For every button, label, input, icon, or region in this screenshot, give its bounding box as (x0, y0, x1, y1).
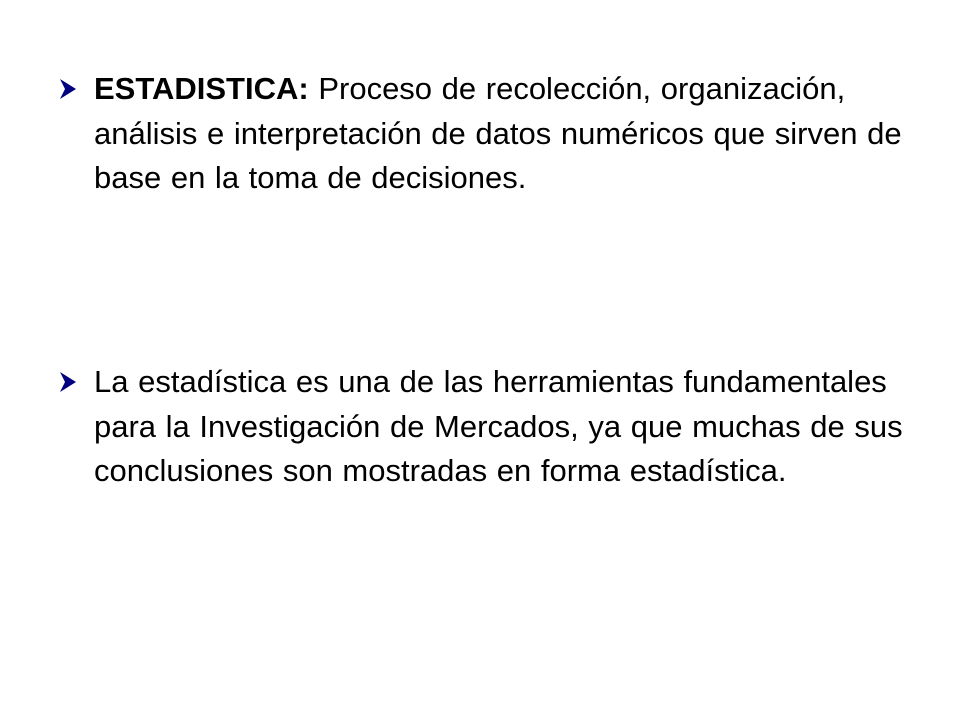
definition-text: Proceso de recolección, organización, análisis e interpretación de datos numéricos que sirven de base en la toma de decisiones. (94, 71, 902, 195)
bullet-item-definition (58, 67, 908, 201)
bullet-text (94, 67, 908, 201)
bullet-item-importance (58, 360, 908, 494)
importance-text: La estadística es una de las herramientas fundamentales para la Investigación de Mercados, ya que muchas de sus conclusiones son mostradas en forma estadística. (94, 364, 903, 488)
arrowhead-bullet-icon (58, 360, 94, 404)
term-label: ESTADISTICA: (94, 71, 309, 106)
arrowhead-bullet-icon (58, 67, 94, 111)
bullet-text (94, 360, 908, 494)
